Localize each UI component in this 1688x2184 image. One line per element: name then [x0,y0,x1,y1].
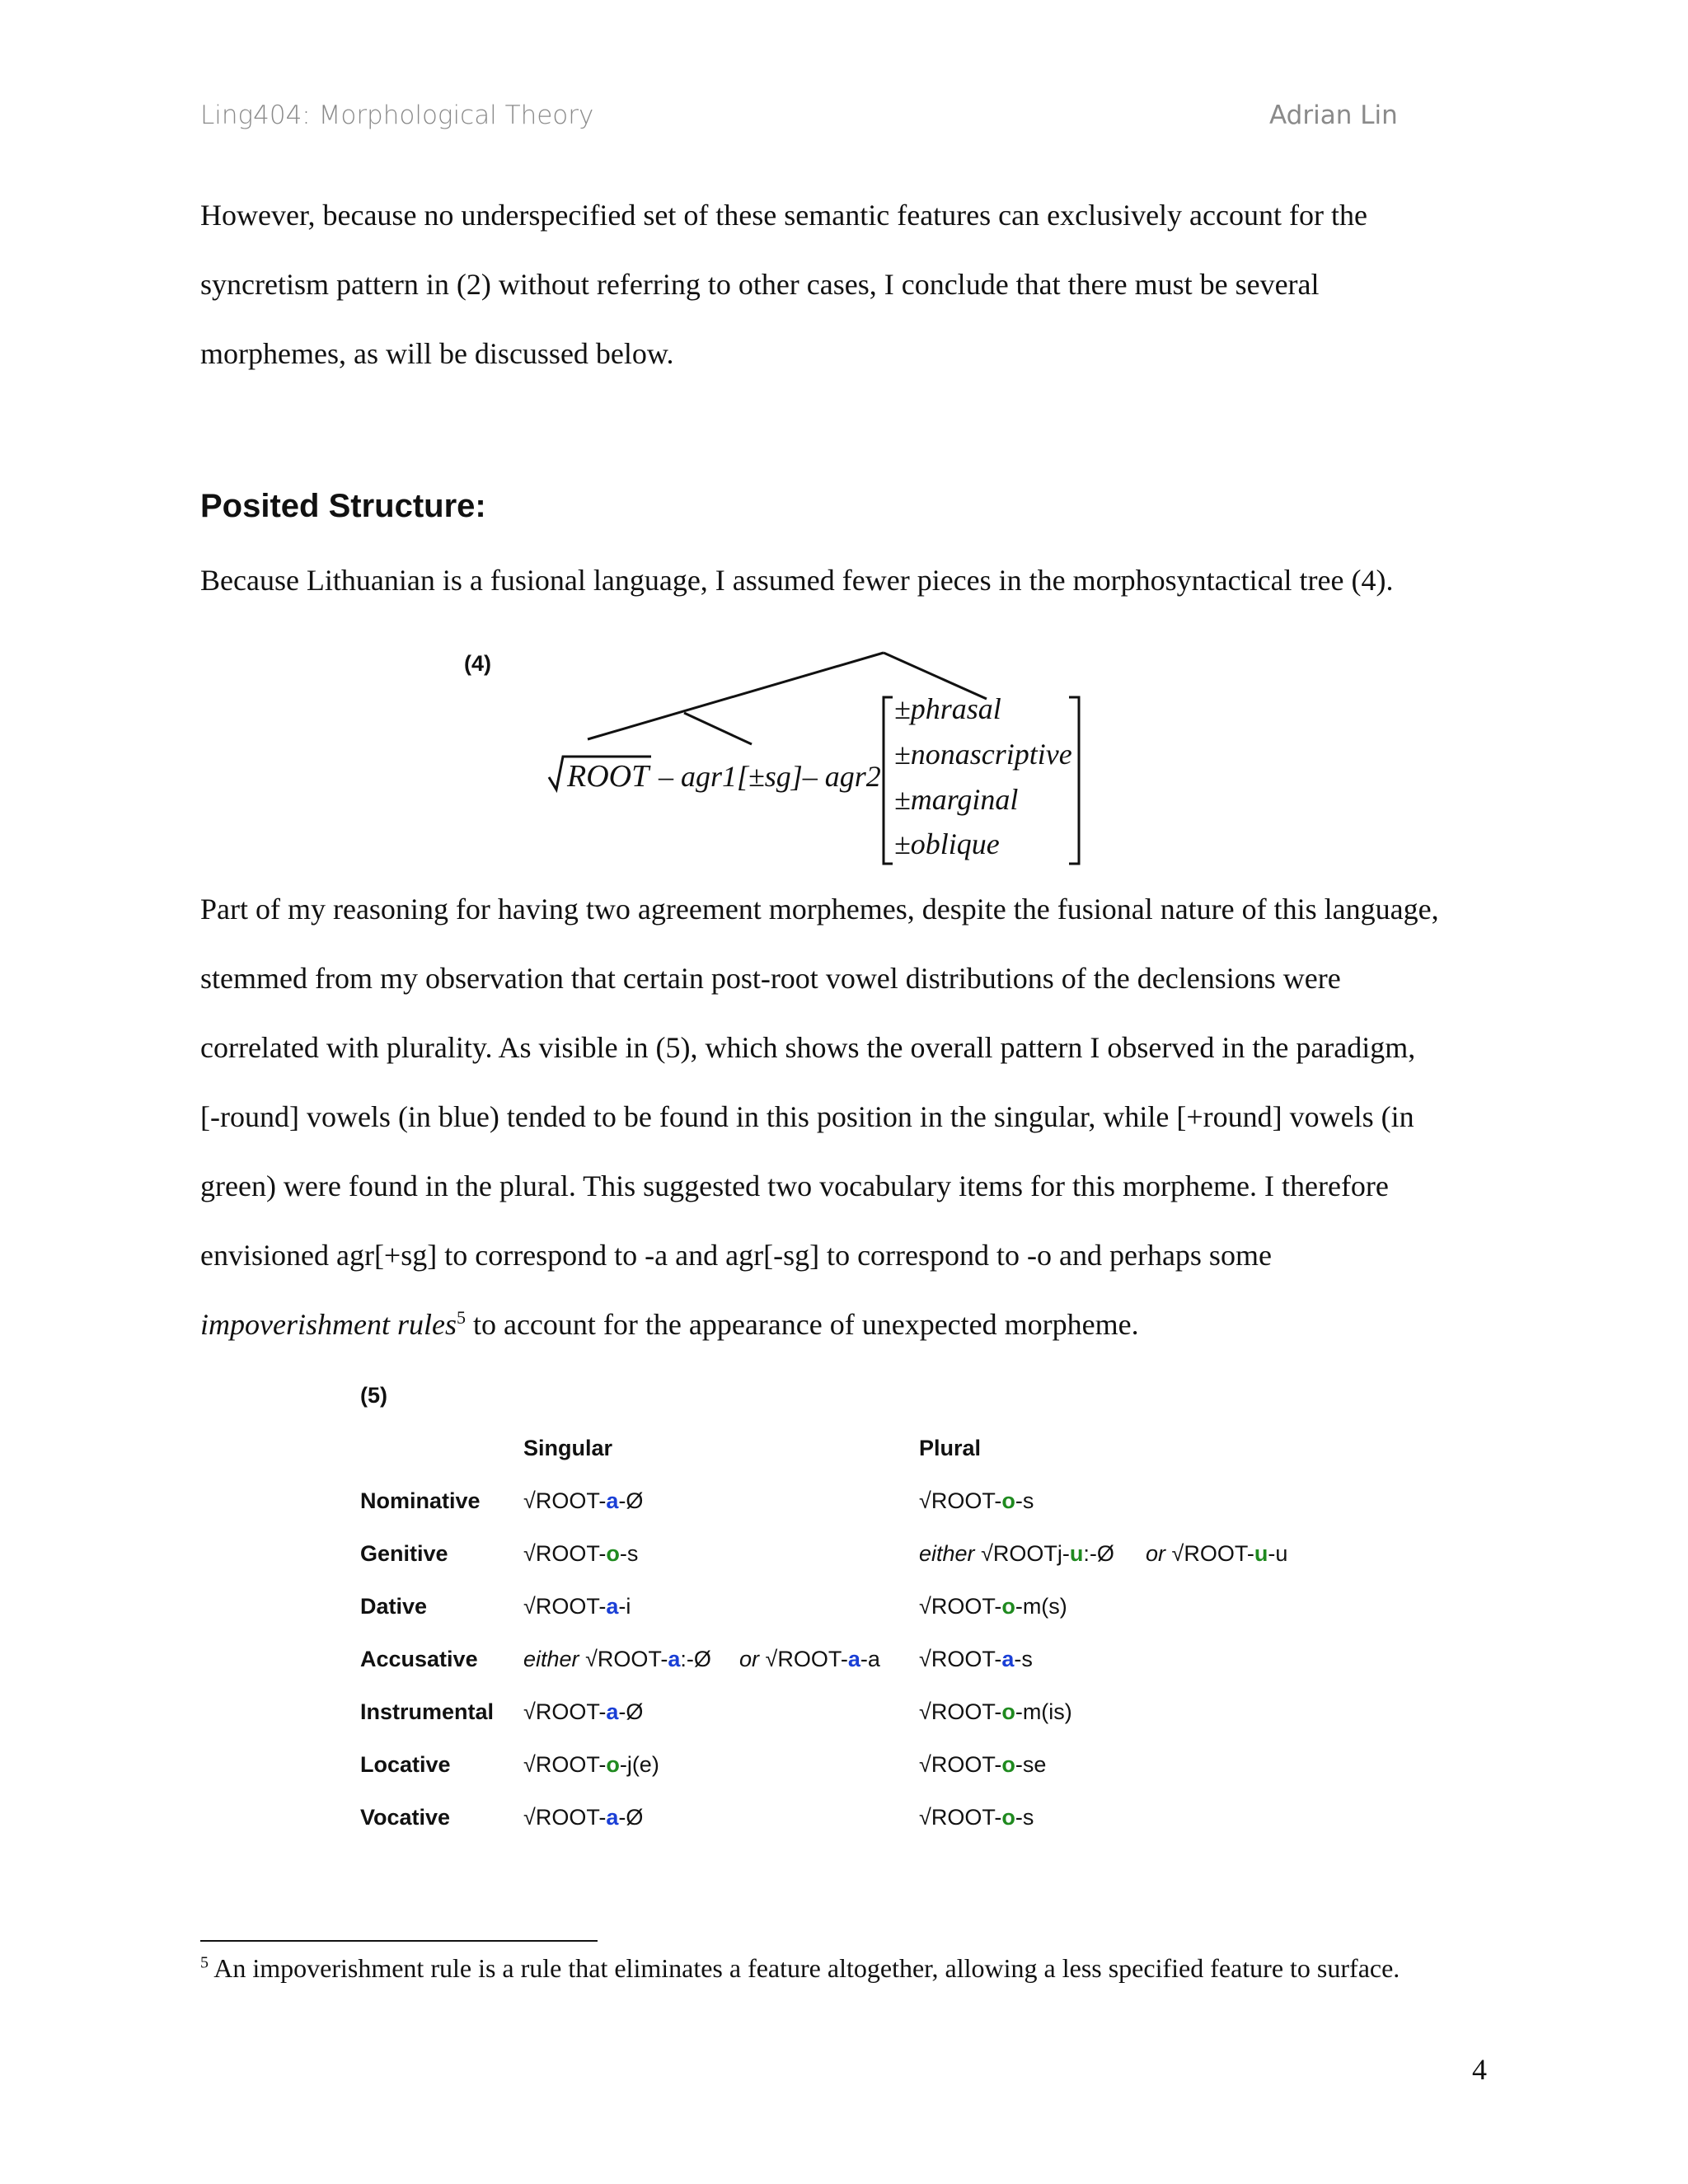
paragraph-line: stemmed from my observation that certain post-root vowel distributions of the declensions were [200,962,1341,995]
footnote-mark: 5 [200,1953,209,1972]
case-label-instrumental: Instrumental [360,1699,495,1724]
feature-marginal: ±marginal [894,783,1019,816]
footnote-separator [200,1940,598,1942]
column-header-singular: Singular [523,1436,613,1460]
feature-nonascriptive: ±nonascriptive [894,738,1072,771]
case-label-dative: Dative [360,1594,428,1619]
footnote-5 [200,1953,1400,1984]
example-label-5: (5) [360,1383,387,1408]
case-label-vocative: Vocative [360,1805,451,1830]
page-number: 4 [1472,2053,1487,2086]
form-locative-plural: √ROOT-o-se [919,1752,1047,1777]
right-feature-bracket [1069,697,1079,864]
running-header-course: Ling404: Morphological Theory [200,101,594,130]
paragraph-line: Because Lithuanian is a fusional language, I assumed fewer pieces in the morphosyntactical tree (4). [200,564,1394,597]
column-header-plural: Plural [919,1436,982,1460]
form-genitive-plural-either: either √ROOTj-u:-Ø [919,1541,1114,1566]
paragraph-line-last [200,1307,1139,1342]
form-dative-plural: √ROOT-o-m(s) [919,1594,1067,1619]
term-impoverishment-rules: impoverishment rules [200,1308,457,1341]
paragraph-line: envisioned agr[+sg] to correspond to -a and agr[-sg] to correspond to -o and perhaps some [200,1239,1272,1272]
tree-agr-formula: – agr1[±sg]– agr2 [651,760,881,793]
section-heading: Posited Structure: [200,488,486,524]
paragraph-line: morphemes, as will be discussed below. [200,337,674,370]
form-instrumental-singular: √ROOT-a-Ø [523,1699,644,1724]
footnote-text: An impoverishment rule is a rule that eliminates a feature altogether, allowing a less specified feature to surface. [209,1953,1400,1983]
example-label-4: (4) [464,651,491,676]
footnote-ref-5[interactable]: 5 [456,1307,466,1328]
paragraph-line: [-round] vowels (in blue) tended to be found in this position in the singular, while [+round] vowels (in [200,1100,1414,1133]
form-nominative-singular: √ROOT-a-Ø [523,1488,644,1513]
form-accusative-plural: √ROOT-a-s [919,1647,1033,1671]
form-accusative-singular-either: either √ROOT-a:-Ø [523,1647,711,1671]
paragraph-line: correlated with plurality. As visible in (5), which shows the overall pattern I observed in the paradigm, [200,1031,1416,1064]
paragraph-line: However, because no underspecified set of these semantic features can exclusively account for the [200,199,1367,232]
case-label-accusative: Accusative [360,1647,478,1671]
paragraph-line: green) were found in the plural. This suggested two vocabulary items for this morpheme. I therefore [200,1169,1389,1202]
paragraph-text: to account for the appearance of unexpected morpheme. [465,1308,1139,1341]
form-dative-singular: √ROOT-a-i [523,1594,631,1619]
form-genitive-plural-or: or √ROOT-u-u [1146,1541,1288,1566]
tree-branch-inner [684,713,752,744]
left-feature-bracket [884,697,893,864]
form-instrumental-plural: √ROOT-o-m(is) [919,1699,1072,1724]
form-accusative-singular-or: or √ROOT-a-a [739,1647,880,1671]
feature-phrasal: ±phrasal [894,692,1001,725]
case-label-genitive: Genitive [360,1541,448,1566]
tree-root-label: ROOT [567,759,649,794]
form-vocative-singular: √ROOT-a-Ø [523,1805,644,1830]
form-nominative-plural: √ROOT-o-s [919,1488,1034,1513]
form-genitive-singular: √ROOT-o-s [523,1541,639,1566]
case-label-nominative: Nominative [360,1488,481,1513]
paragraph-line: Part of my reasoning for having two agreement morphemes, despite the fusional nature of this language, [200,893,1439,926]
feature-oblique: ±oblique [894,827,1000,860]
tree-branch-left [588,653,884,739]
case-label-locative: Locative [360,1752,451,1777]
form-locative-singular: √ROOT-o-j(e) [523,1752,659,1777]
paragraph-line: syncretism pattern in (2) without referring to other cases, I conclude that there must be several [200,268,1320,301]
running-header-author: Adrian Lin [1269,101,1398,130]
form-vocative-plural: √ROOT-o-s [919,1805,1034,1830]
